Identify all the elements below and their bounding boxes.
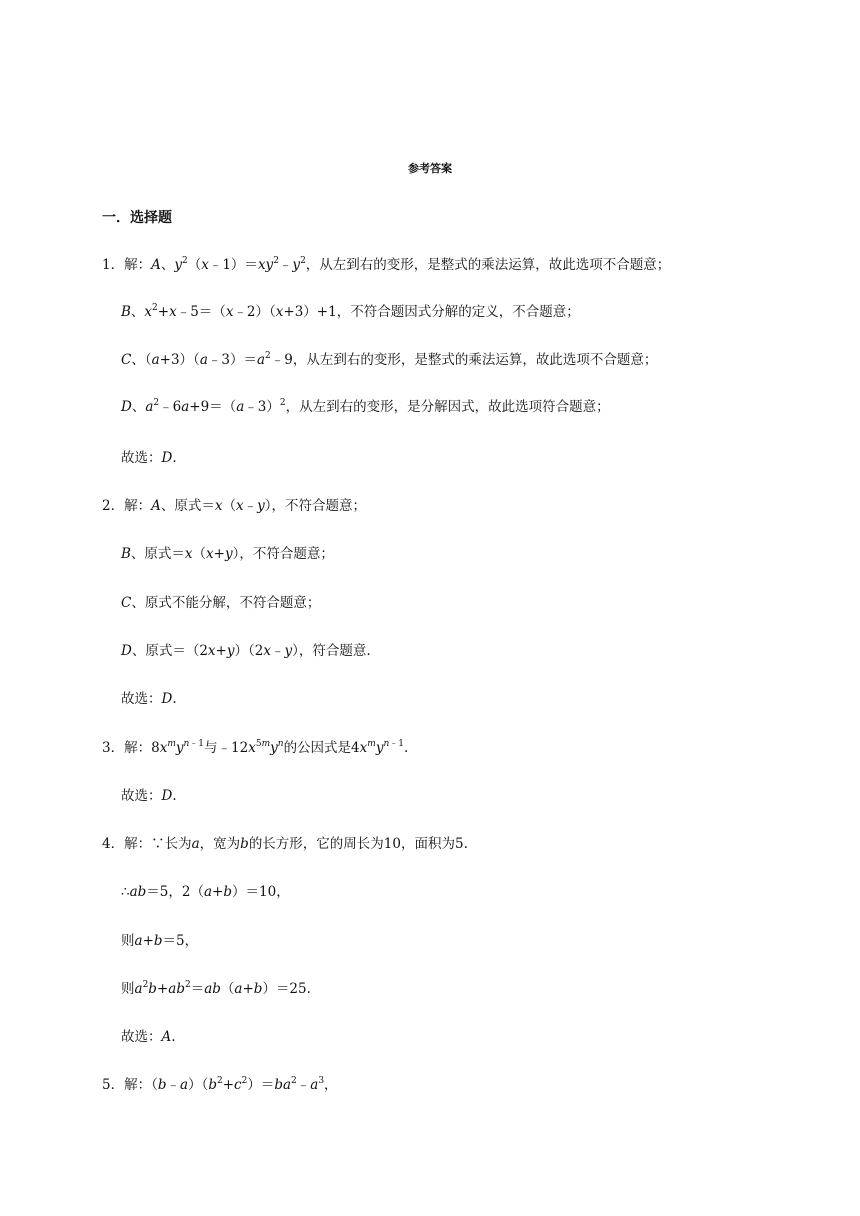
answer-line: C、$(a+3)(a﹣3)=a^2﹣9$，从左到右的变形，是整式的乘法运算，故此选项不合题意； (121, 351, 658, 368)
answer-line: 故选：D. (121, 450, 177, 466)
answer-line: C、原式不能分解，不符合题意； (121, 595, 321, 611)
page-title: 参考答案 (408, 162, 452, 175)
answer-line: 1．解：A、$y^2(x﹣1)=xy^2﹣y^2$，从左到右的变形，是整式的乘法运算，故此选项不合题意； (102, 256, 671, 273)
answer-line: 则a+b＝5， (121, 933, 199, 949)
answer-line: D、原式＝（2x+y）（2x﹣y），符合题意. (121, 643, 371, 659)
answer-line: 故选：D. (121, 691, 177, 707)
answer-line: 故选：A. (121, 1029, 176, 1045)
answer-line: B、原式＝x（x+y），不符合题意； (121, 546, 334, 562)
answer-line: 故选：D. (121, 788, 177, 804)
answer-line: 3．解：$8x^my^{n﹣1}$与$﹣12x^{5m}y^n$的公因式是$4x^my^{n﹣1}$. (102, 739, 409, 756)
answer-line: 5．解：$(b﹣a)(b^2+c^2)=ba^2﹣a^3$， (102, 1076, 338, 1093)
answer-line: 则$a^2b+ab^2=ab(a+b)=25$. (121, 980, 311, 997)
answer-line: 4．解：∵长为a，宽为b的长方形，它的周长为10，面积为5. (102, 836, 468, 852)
answer-line: D、$a^2﹣6a+9=(a﹣3)^2$，从左到右的变形，是分解因式，故此选项符合题意； (121, 398, 610, 415)
answer-line: B、$x^2+x﹣5=(x﹣2)(x+3)+1$，不符合题因式分解的定义，不合题意； (121, 303, 580, 320)
answer-line: 2．解：A、原式＝x（x﹣y），不符合题意； (102, 498, 366, 514)
section-heading: 一．选择题 (102, 210, 172, 226)
answer-line: ∴ab＝5，2（a+b）＝10， (121, 884, 290, 900)
